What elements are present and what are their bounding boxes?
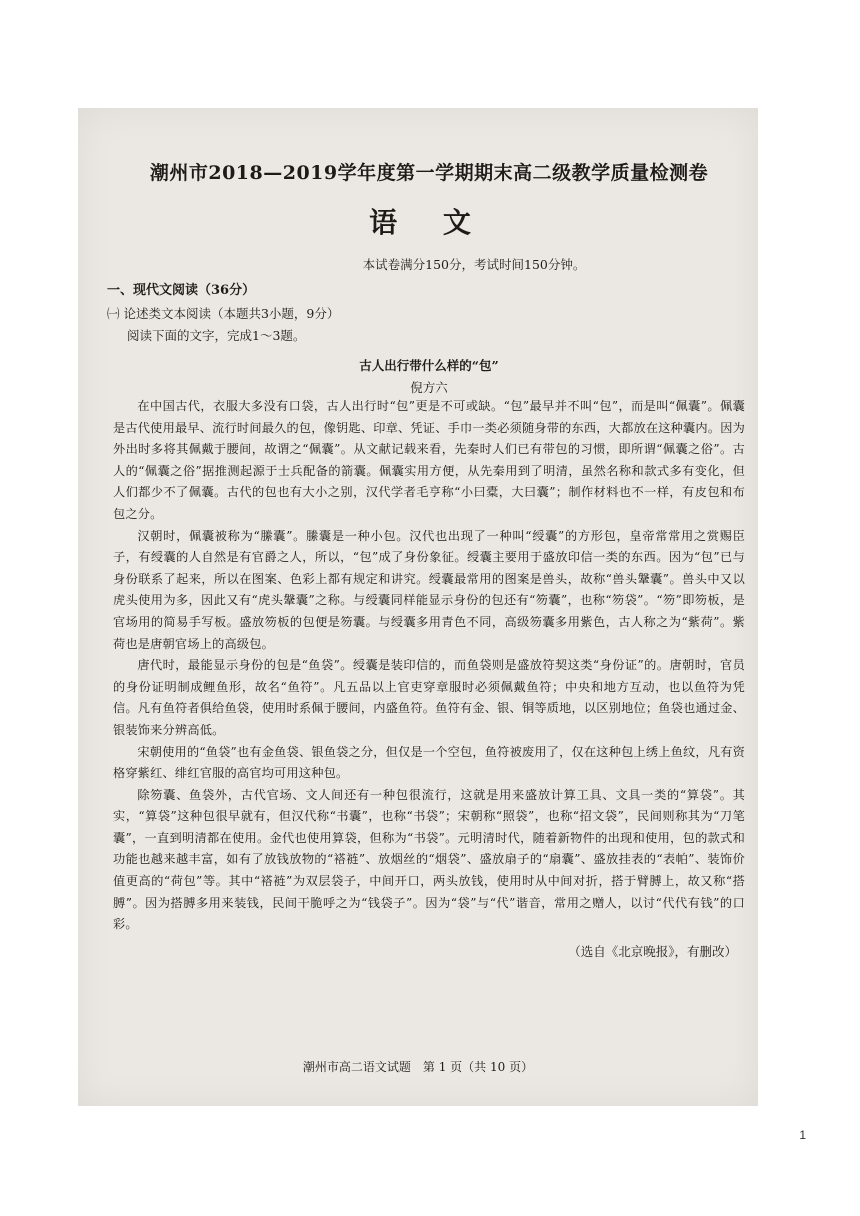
article-author: 倪方六 [410, 380, 448, 395]
subject-title: 语 文 [369, 206, 489, 239]
article-paragraph: 汉朝时，佩囊被称为“縢囊”。縢囊是一种小包。汉代也出现了一种叫“绶囊”的方形包，皇帝常常用之赏赐臣子，有绶囊的人自然是有官爵之人，所以，“包”成了身份象征。绶囊主要用于盛放印信一类的东西。因为“包”已与身份联系了起来，所以在图案、色彩上都有规定和讲究。绶囊最常用的图案是兽头，故称“兽头鞶囊”。兽头中又以虎头使用为多，因此又有“虎头鞶囊”之称。与绶囊同样能显示身份的包还有“笏囊”，也称“笏袋”。“笏”即笏板，是官场用的简易手写板。盛放笏板的包便是笏囊。与绶囊多用青色不同，高级笏囊多用紫色，古人称之为“紫荷”。紫荷也是唐朝官场上的高级包。 [113, 528, 745, 651]
exam-notice: 本试卷满分150分，考试时间150分钟。 [362, 257, 586, 272]
section-title: 一、现代文阅读（36分） [107, 283, 256, 298]
article-title: 古人出行带什么样的“包” [359, 358, 499, 373]
page-footer: 潮州市高二语文试题 第 1 页（共 10 页） [302, 1060, 534, 1074]
reading-instruction: 阅读下面的文字，完成1～3题。 [127, 328, 306, 343]
scanned-exam-page [78, 108, 758, 1106]
exam-title: 潮州市2018—2019学年度第一学期期末高二级教学质量检测卷 [149, 162, 709, 184]
article-paragraph: 在中国古代，衣服大多没有口袋，古人出行时“包”更是不可或缺。“包”最早并不叫“包”，而是叫“佩囊”。佩囊是古代使用最早、流行时间最久的包，像钥匙、印章、凭证、手巾一类必须随身带的东西，大都放在这种囊内。因为外出时多将其佩戴于腰间，故谓之“佩囊”。从文献记载来看，先秦时人们已有带包的习惯，即所谓“佩囊之俗”。古人的“佩囊之俗”据推测起源于士兵配备的箭囊。佩囊实用方便，从先秦用到了明清，虽然名称和款式多有变化，但人们都少不了佩囊。古代的包也有大小之别，汉代学者毛亨称“小曰橐，大曰囊”；制作材料也不一样，有皮包和布包之分。 [113, 399, 745, 521]
page-number: 1 [799, 1128, 806, 1142]
article-source: （选自《北京晚报》，有删改） [568, 943, 737, 959]
article-paragraph: 宋朝使用的“鱼袋”也有金鱼袋、银鱼袋之分，但仅是一个空包，鱼符被废用了，仅在这种包上绣上鱼纹，凡有资格穿紫红、绯红官服的高官均可用这种包。 [113, 744, 745, 781]
article-paragraph: 除笏囊、鱼袋外，古代官场、文人间还有一种包很流行，这就是用来盛放计算工具、文具一类的“算袋”。其实，“算袋”这种包很早就有，但汉代称“书囊”，也称“书袋”；宋朝称“照袋”，也称“招文袋”，民间则称其为“刀笔囊”，一直到明清都在使用。金代也使用算袋，但称为“书袋”。元明清时代，随着新物件的出现和使用，包的款式和功能也越来越丰富，如有了放钱放物的“褡裢”、放烟丝的“烟袋”、盛放扇子的“扇囊”、盛放挂表的“表帕”、装饰价值更高的“荷包”等。其中“褡裢”为双层袋子，中间开口，两头放钱，使用时从中间对折，搭于臂膊上，故又称“搭膊”。因为搭膊多用来装钱，民间干脆呼之为“钱袋子”。因为“袋”与“代”谐音，常用之赠人，以讨“代代有钱”的口彩。 [113, 787, 745, 932]
page-content [107, 158, 745, 960]
article-paragraph: 唐代时，最能显示身份的包是“鱼袋”。绶囊是装印信的，而鱼袋则是盛放符契这类“身份证”的。唐朝时，官员的身份证明制成鲤鱼形，故名“鱼符”。凡五品以上官吏穿章服时必须佩戴鱼符；中央和地方互动，也以鱼符为凭信。凡有鱼符者俱给鱼袋，使用时系佩于腰间，内盛鱼符。鱼符有金、银、铜等质地，以区别地位；鱼袋也通过金、银装饰来分辨高低。 [113, 658, 745, 737]
subsection-title: ㈠ 论述类文本阅读（本题共3小题，9分） [107, 306, 340, 321]
